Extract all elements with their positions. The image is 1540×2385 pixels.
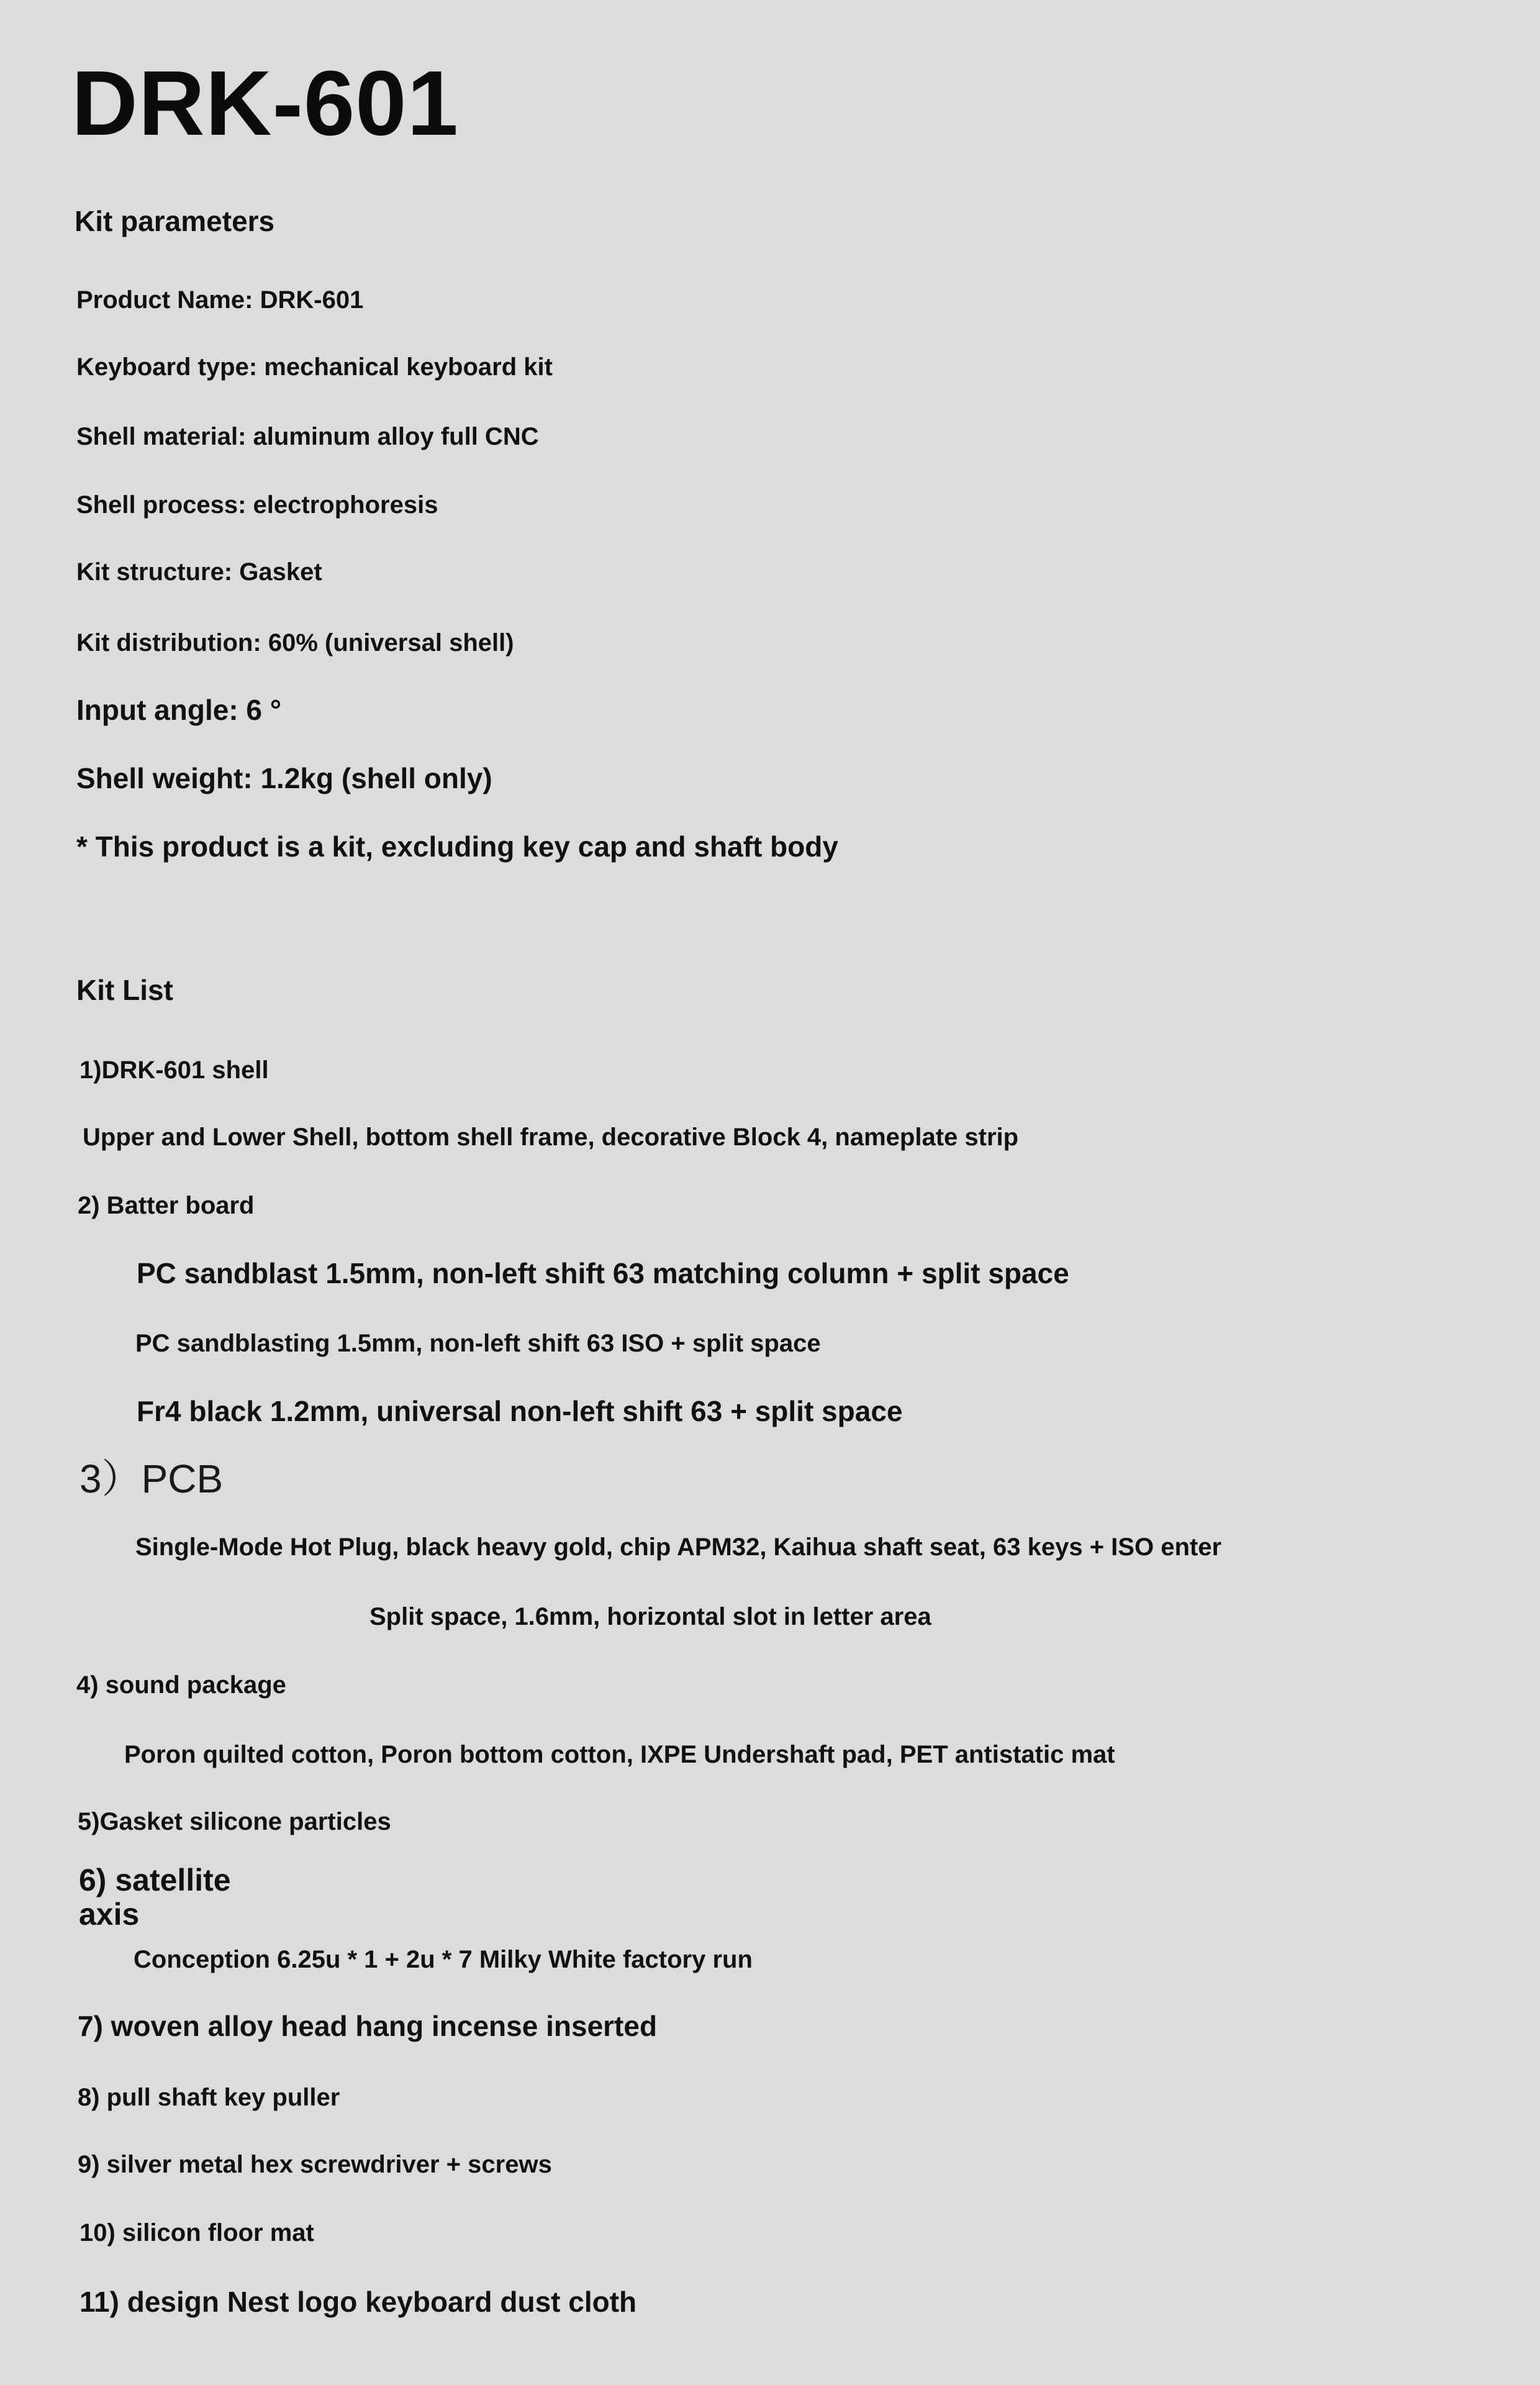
kit-item-11: 11) design Nest logo keyboard dust cloth <box>79 2286 637 2318</box>
param-shell-material: Shell material: aluminum alloy full CNC <box>76 423 539 450</box>
kit-item-9: 9) silver metal hex screwdriver + screws <box>78 2151 552 2178</box>
sound-package-detail: Poron quilted cotton, Poron bottom cotton, IXPE Undershaft pad, PET antistatic mat <box>124 1741 1115 1768</box>
kit-item-shell-detail: Upper and Lower Shell, bottom shell frame, decorative Block 4, nameplate strip <box>83 1124 1019 1151</box>
kit-item-7: 7) woven alloy head hang incense inserted <box>78 2010 658 2042</box>
param-kit-distribution: Kit distribution: 60% (universal shell) <box>76 629 514 656</box>
kit-list-heading: Kit List <box>76 974 173 1006</box>
kit-item-pcb: 3）PCB <box>79 1456 224 1501</box>
param-keyboard-type: Keyboard type: mechanical keyboard kit <box>76 353 553 381</box>
pcb-detail-line-1: Single-Mode Hot Plug, black heavy gold, chip APM32, Kaihua shaft seat, 63 keys + ISO enter <box>135 1533 1222 1561</box>
page-title: DRK-601 <box>71 52 459 155</box>
satellite-axis-detail: Conception 6.25u * 1 + 2u * 7 Milky White factory run <box>134 1946 753 1973</box>
pcb-detail-line-2: Split space, 1.6mm, horizontal slot in letter area <box>369 1603 931 1630</box>
param-shell-process: Shell process: electrophoresis <box>76 491 438 519</box>
param-kit-note: * This product is a kit, excluding key cap and shaft body <box>76 830 838 863</box>
kit-item-batter-board: 2) Batter board <box>78 1192 255 1219</box>
batter-board-option-1: PC sandblast 1.5mm, non-left shift 63 matching column + split space <box>137 1257 1069 1289</box>
param-shell-weight: Shell weight: 1.2kg (shell only) <box>76 762 492 794</box>
kit-item-10: 10) silicon floor mat <box>79 2219 314 2246</box>
batter-board-option-2: PC sandblasting 1.5mm, non-left shift 63 ISO + split space <box>135 1330 821 1357</box>
kit-item-gasket: 5)Gasket silicone particles <box>78 1808 391 1835</box>
batter-board-option-3: Fr4 black 1.2mm, universal non-left shift 63 + split space <box>137 1395 903 1427</box>
kit-item-shell: 1)DRK-601 shell <box>79 1056 269 1084</box>
param-input-angle: Input angle: 6 ° <box>76 694 282 726</box>
kit-item-satellite-axis: 6) satellite axis <box>79 1863 231 1932</box>
kit-parameters-heading: Kit parameters <box>75 205 275 237</box>
kit-item-8: 8) pull shaft key puller <box>78 2084 340 2111</box>
param-kit-structure: Kit structure: Gasket <box>76 558 322 586</box>
param-product-name: Product Name: DRK-601 <box>76 286 364 314</box>
kit-item-sound-package: 4) sound package <box>76 1671 286 1699</box>
